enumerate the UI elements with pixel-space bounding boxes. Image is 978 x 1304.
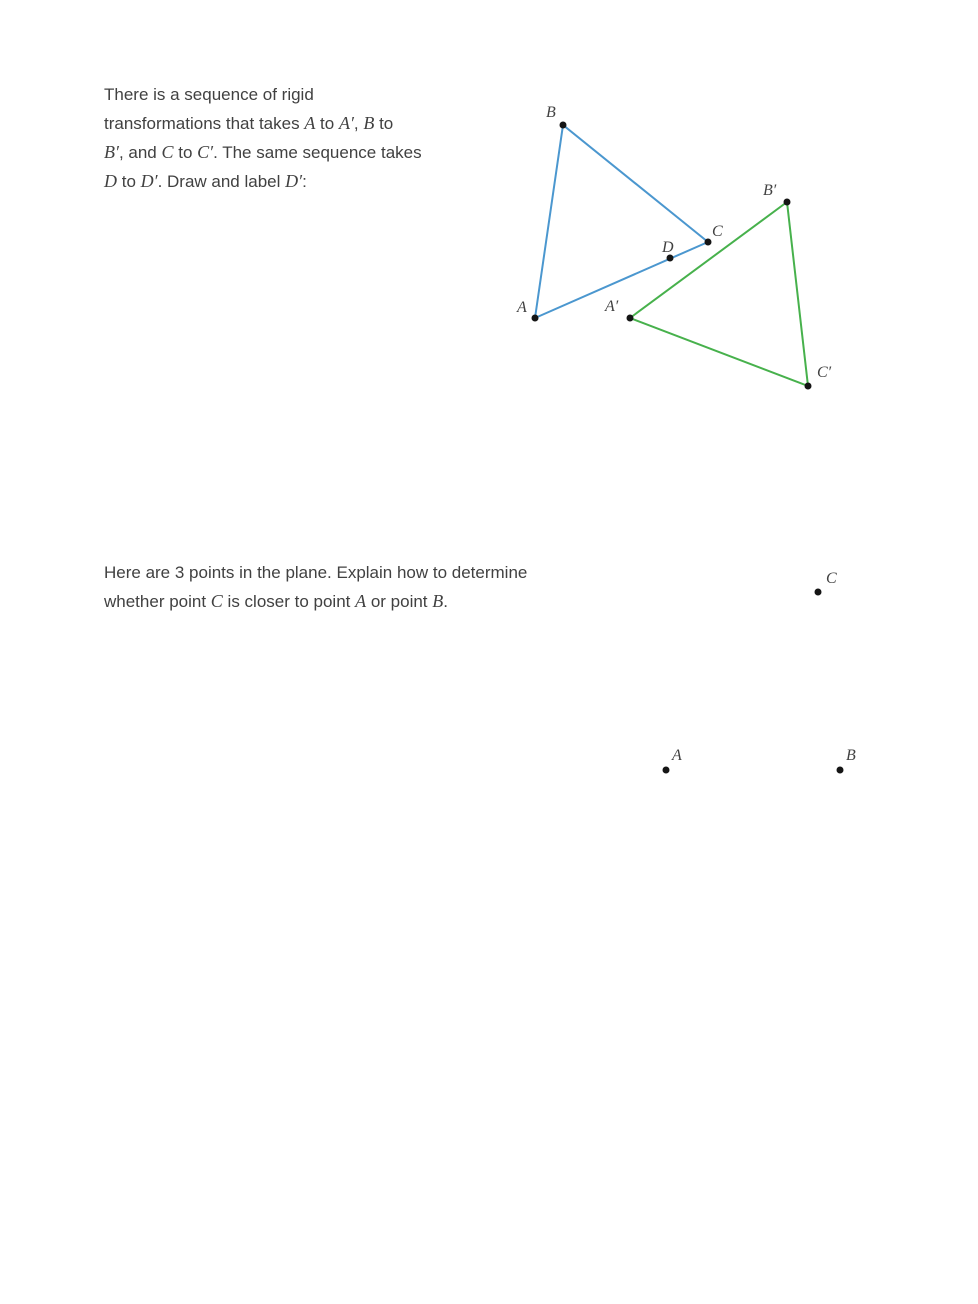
text-run: Here are 3 points in the plane. Explain how to determine	[104, 563, 528, 582]
math-var: D′	[285, 171, 303, 191]
text-run: .	[443, 592, 448, 611]
p2-point-label-C: C	[826, 570, 837, 587]
text-run: ,	[353, 114, 364, 133]
text-run: to	[374, 114, 394, 133]
text-run: transformations that takes	[104, 114, 305, 133]
math-var: A	[304, 113, 316, 133]
math-var: D	[104, 171, 117, 191]
math-var: A	[355, 591, 367, 611]
p1-point-label-B′: B′	[763, 182, 777, 199]
p2-point-dot-B	[837, 767, 844, 774]
math-var: A′	[338, 113, 354, 133]
text-run: to	[173, 143, 198, 162]
text-run: or point	[366, 592, 433, 611]
math-var: C′	[197, 142, 214, 162]
text-run: whether point	[104, 592, 211, 611]
text-run: . The same sequence takes	[213, 143, 422, 162]
p1-point-label-A′: A′	[605, 298, 619, 315]
p2-point-label-B: B	[846, 747, 856, 764]
text-run: to	[315, 114, 339, 133]
text-run: is closer to point	[222, 592, 356, 611]
math-var: C	[210, 591, 223, 611]
text-run: to	[117, 172, 141, 191]
p2-point-label-A: A	[672, 747, 682, 764]
math-var: B	[432, 591, 444, 611]
p1-point-dot-C	[705, 239, 712, 246]
p2-point-dot-C	[815, 589, 822, 596]
text-run: , and	[118, 143, 162, 162]
math-var: B	[363, 113, 375, 133]
p1-point-dot-C′	[805, 383, 812, 390]
p1-point-label-C: C	[712, 223, 723, 240]
triangle-abc	[535, 125, 708, 318]
p1-point-label-A: A	[517, 299, 527, 316]
p1-point-label-C′: C′	[817, 364, 832, 381]
p1-point-dot-B′	[784, 199, 791, 206]
math-var: D′	[140, 171, 158, 191]
p1-point-label-D: D	[662, 239, 674, 256]
p1-point-dot-A	[532, 315, 539, 322]
p1-point-dot-A′	[627, 315, 634, 322]
text-run: :	[302, 172, 307, 191]
math-var: C	[161, 142, 174, 162]
p2-point-dot-A	[663, 767, 670, 774]
p1-point-dot-B	[560, 122, 567, 129]
text-run: . Draw and label	[157, 172, 286, 191]
text-run: There is a sequence of rigid	[104, 85, 314, 104]
p1-point-label-B: B	[546, 104, 556, 121]
math-var: B′	[104, 142, 119, 162]
